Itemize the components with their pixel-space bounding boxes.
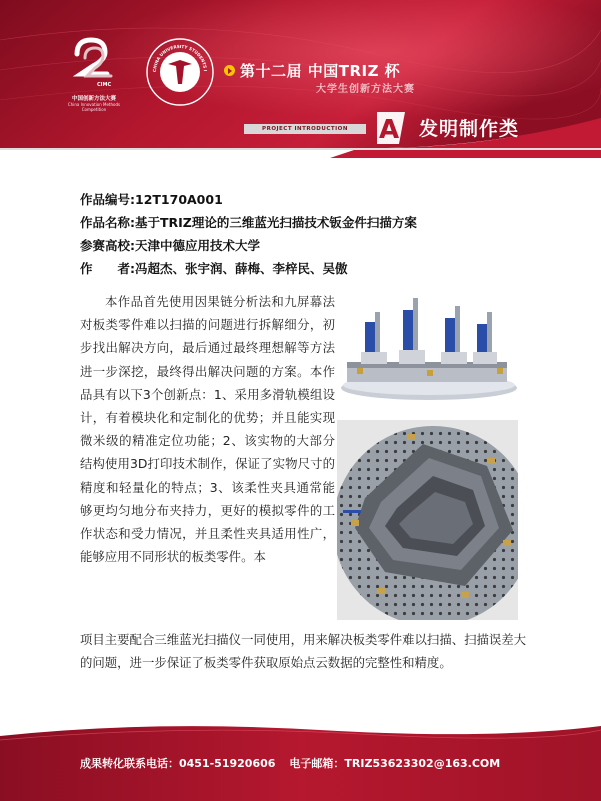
category-letter: A xyxy=(378,115,400,145)
category-name: 发明制作类 xyxy=(419,118,520,140)
project-authors: 作 者:冯超杰、张宇润、薛梅、李梓民、吴傲 xyxy=(80,261,348,276)
footer-contact xyxy=(80,755,500,771)
cimc-cn-name: 中国创新方法大赛 xyxy=(71,96,116,102)
footer-banner xyxy=(0,716,601,801)
play-circle-icon xyxy=(224,65,235,76)
project-description: 本作品首先使用因果链分析法和九屏幕法对板类零件难以扫描的问题进行拆解细分，初步找出解决方向，最后通过最终理想解等方法进一步深挖，最终得出解决问题的方案。本作品具有以下3个创新点：1、采用多滑轨模组设计，有着模块化和定制化的优势；并且能实现微米级的精准定位功能；2、该实物的大部分结构使用3D打印技术制作，保证了实物尺寸的精度和轻量化的特点；3、该柔性夹具通常能够更均匀地分布夹持力，更好的模拟零件的工作状态和受力情况，并且柔性夹具适用性广，能够应用不同形状的板类零件。本 xyxy=(80,294,335,565)
cimc-en-name: China Innovation Methods Competition xyxy=(67,102,121,112)
category-letter-icon xyxy=(375,108,409,146)
competition-subtitle: 大学生创新方法大赛 xyxy=(316,84,415,95)
seal-icon xyxy=(144,36,216,108)
project-name: 作品名称:基于TRIZ理论的三维蓝光扫描技术钣金件扫描方案 xyxy=(80,215,417,230)
header-banner xyxy=(0,0,601,158)
flexible-fixture-image xyxy=(337,420,518,620)
seal-text: CHINA UNIVERSITY STUDENTS I xyxy=(151,43,209,73)
project-school: 参赛高校:天津中德应用技术大学 xyxy=(80,238,260,253)
competition-seal-logo xyxy=(144,36,216,108)
competition-title-text: 第十二届 中国TRIZ 杯 xyxy=(240,62,401,80)
category-badge xyxy=(375,108,409,146)
project-description-continued: 项目主要配合三维蓝光扫描仪一同使用，用来解决板类零件难以扫描、扫描误差大的问题，进一步保证了板类零件获取原始点云数据的完整性和精度。 xyxy=(80,632,527,671)
flexible-fixture-render xyxy=(337,420,518,620)
competition-title xyxy=(224,60,400,81)
project-introduction-label: PROJECT INTRODUCTION xyxy=(244,124,366,134)
slide-rail-render xyxy=(337,292,517,404)
cimc-mark-icon xyxy=(71,36,117,92)
contact-email: 电子邮箱：TRIZ53623302@163.COM xyxy=(289,757,501,770)
project-id: 作品编号:12T170A001 xyxy=(80,192,223,207)
project-info xyxy=(80,188,540,280)
cimc-badge: CIMC xyxy=(97,82,112,88)
slide-rail-module-image xyxy=(337,292,517,404)
cimc-logo xyxy=(56,36,132,128)
contact-phone: 成果转化联系电话：0451-51920606 xyxy=(80,757,276,770)
